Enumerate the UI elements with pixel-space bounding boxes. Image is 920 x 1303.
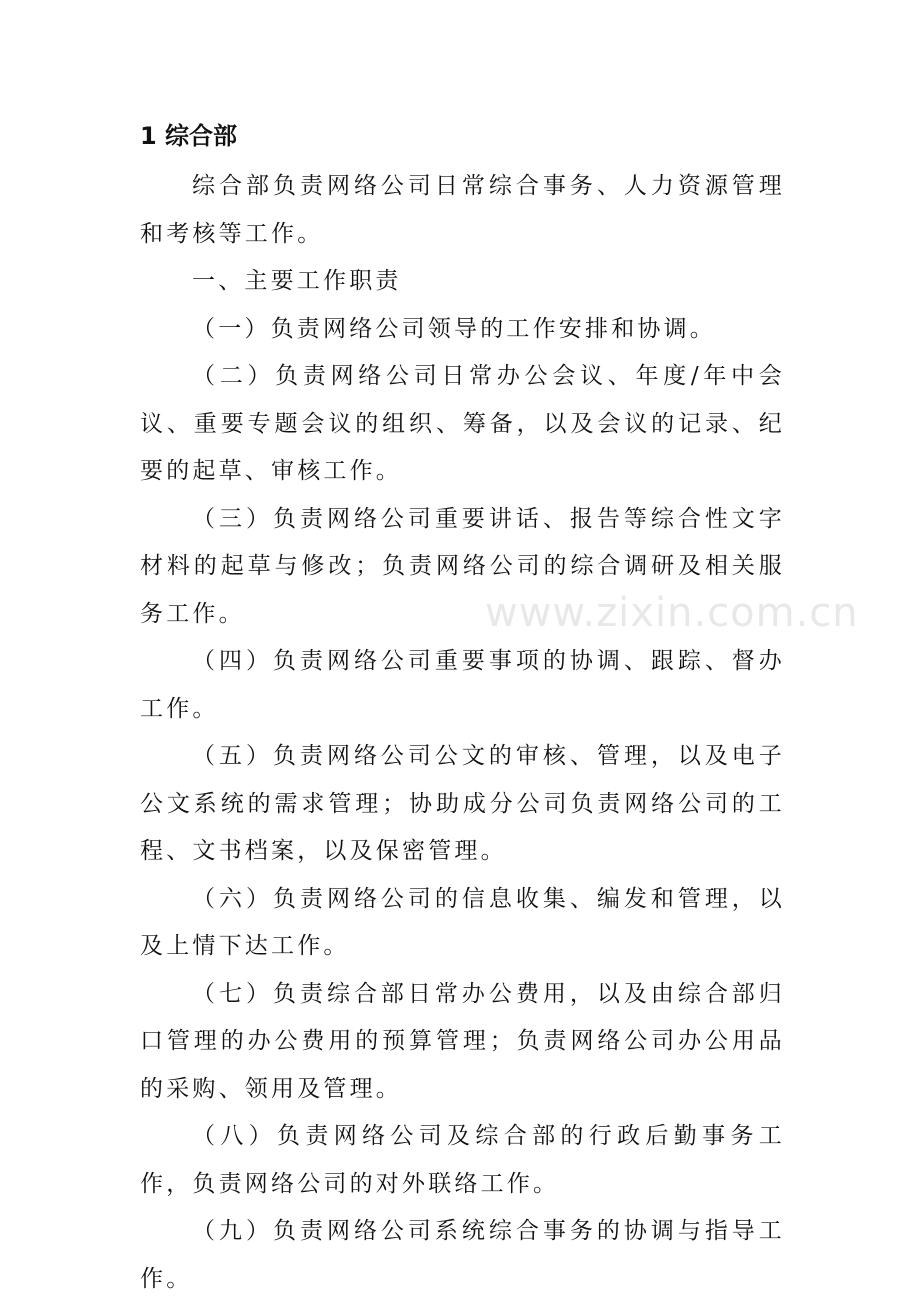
duty-item-5: （五）负责网络公司公文的审核、管理，以及电子公文系统的需求管理；协助成分公司负责网络公司的工程、文书档案，以及保密管理。 — [140, 743, 785, 864]
watermark: www.zixin.com.cn — [485, 590, 859, 636]
duty-item-1: （一）负责网络公司领导的工作安排和协调。 — [192, 315, 716, 342]
duty-item-2: （二）负责网络公司日常办公会议、年度/年中会议、重要专题会议的组织、筹备，以及会议的记录、纪要的起草、审核工作。 — [140, 363, 785, 484]
intro-paragraph: 综合部负责网络公司日常综合事务、人力资源管理和考核等工作。 — [140, 173, 785, 247]
duty-item-6: （六）负责网络公司的信息收集、编发和管理，以及上情下达工作。 — [140, 885, 785, 959]
subsection-heading: 一、主要工作职责 — [192, 268, 402, 294]
duty-item-9: （九）负责网络公司系统综合事务的协调与指导工作。 — [140, 1218, 785, 1292]
duty-item-4: （四）负责网络公司重要事项的协调、跟踪、督办工作。 — [140, 648, 785, 722]
duty-item-7: （七）负责综合部日常办公费用，以及由综合部归口管理的办公费用的预算管理；负责网络公司办公用品的采购、领用及管理。 — [140, 980, 785, 1102]
section-heading: 1 综合部 — [140, 122, 238, 150]
duty-item-3: （三）负责网络公司重要讲话、报告等综合性文字材料的起草与修改；负责网络公司的综合调研及相关服务工作。 — [140, 505, 785, 627]
duty-item-8: （八）负责网络公司及综合部的行政后勤事务工作，负责网络公司的对外联络工作。 — [140, 1123, 785, 1197]
document-body — [140, 163, 785, 1303]
